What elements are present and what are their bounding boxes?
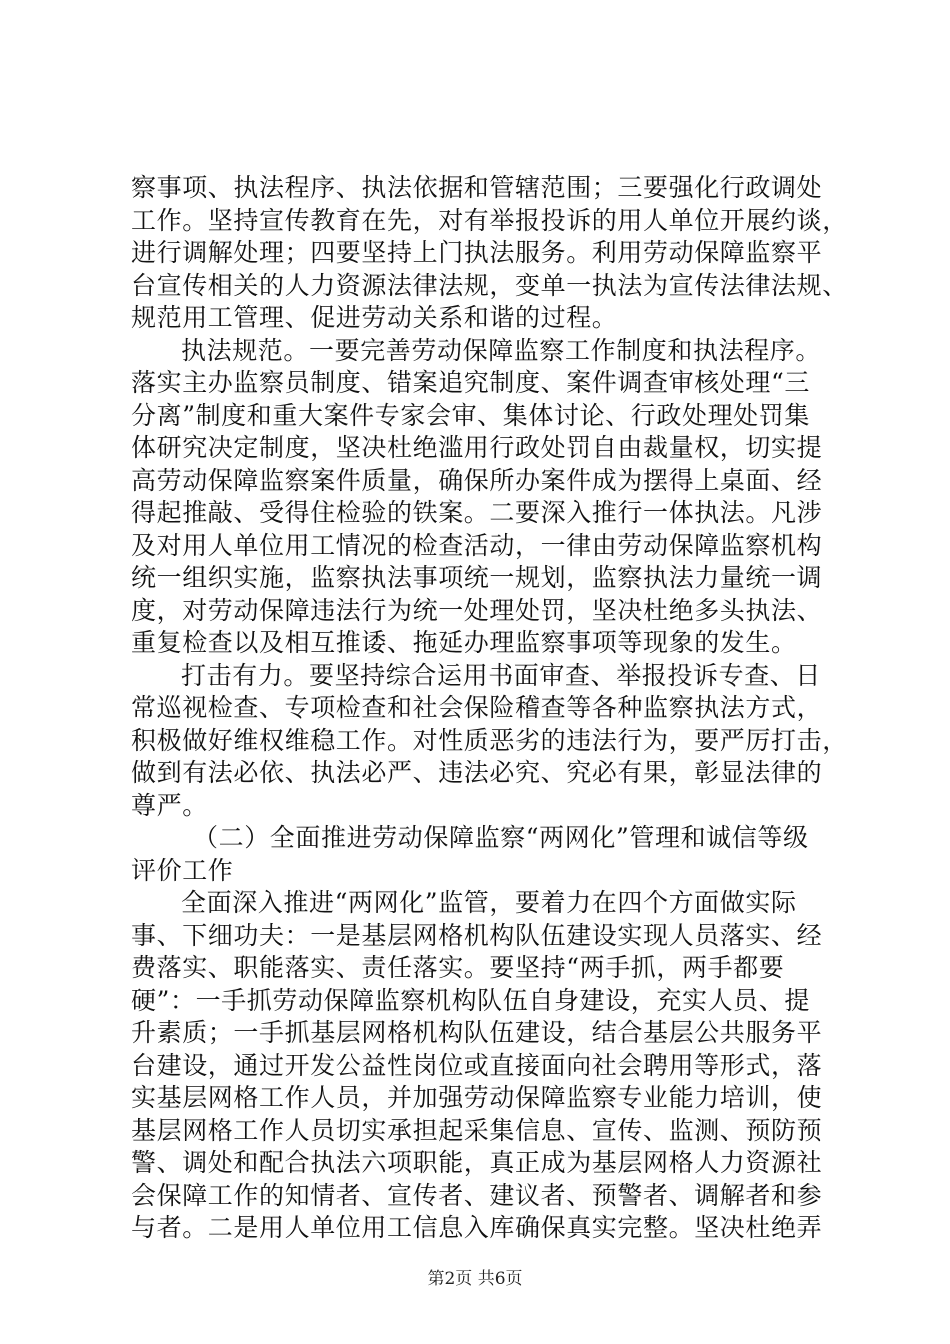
text-line: 警、调处和配合执法六项职能，真正成为基层网格人力资源社 <box>131 1148 823 1177</box>
text-line: 尊严。 <box>131 790 208 820</box>
text-line: 硬”：一手抓劳动保障监察机构队伍自身建设，充实人员、提 <box>131 985 810 1015</box>
text-line: 做到有法必依、执法必严、违法必究、究必有果，彰显法律的 <box>131 758 823 787</box>
text-line: 基层网格工作人员切实承担起采集信息、宣传、监测、预防预 <box>131 1115 823 1145</box>
text-line: 台建设，通过开发公益性岗位或直接面向社会聘用等形式，落 <box>131 1050 823 1080</box>
text-line: 费落实、职能落实、责任落实。要坚持“两手抓，两手都要 <box>131 953 785 982</box>
text-line: 落实主办监察员制度、错案追究制度、案件调查审核处理“三 <box>131 368 810 397</box>
text-line: 积极做好维权维稳工作。对性质恶劣的违法行为，要严厉打击， <box>131 725 848 755</box>
paragraph-start-line: 全面深入推进“两网化”监管，要着力在四个方面做实际 <box>181 888 797 917</box>
text-line: 升素质；一手抓基层网格机构队伍建设，结合基层公共服务平 <box>131 1018 823 1047</box>
paragraph-start-line: 执法规范。一要完善劳动保障监察工作制度和执法程序。 <box>181 335 822 365</box>
section-heading-continuation: 评价工作 <box>131 855 234 885</box>
paragraph-start-line: 打击有力。要坚持综合运用书面审查、举报投诉专查、日 <box>181 660 822 690</box>
text-line: 会保障工作的知情者、宣传者、建议者、预警者、调解者和参 <box>131 1180 823 1210</box>
text-line: 工作。坚持宣传教育在先，对有举报投诉的用人单位开展约谈， <box>131 205 848 235</box>
text-line: 与者。二是用人单位用工信息入库确保真实完整。坚决杜绝弄 <box>131 1213 823 1242</box>
text-line: 分离”制度和重大案件专家会审、集体讨论、行政处理处罚集 <box>131 400 810 430</box>
text-line: 得起推敲、受得住检验的铁案。二要深入推行一体执法。凡涉 <box>131 498 823 527</box>
text-line: 重复检查以及相互推诿、拖延办理监察事项等现象的发生。 <box>131 628 797 657</box>
text-line: 台宣传相关的人力资源法律法规，变单一执法为宣传法律法规、 <box>131 270 848 300</box>
text-line: 体研究决定制度，坚决杜绝滥用行政处罚自由裁量权，切实提 <box>131 433 823 462</box>
text-line: 统一组织实施，监察执法事项统一规划，监察执法力量统一调 <box>131 563 823 592</box>
text-line: 度，对劳动保障违法行为统一处理处罚，坚决杜绝多头执法、 <box>131 595 823 625</box>
text-line: 常巡视检查、专项检查和社会保险稽查等各种监察执法方式， <box>131 693 823 722</box>
text-line: 规范用工管理、促进劳动关系和谐的过程。 <box>131 303 618 332</box>
page-number-footer: 第2页 共6页 <box>427 1269 523 1289</box>
section-heading: （二）全面推进劳动保障监察“两网化”管理和诚信等级 <box>193 823 809 852</box>
text-line: 及对用人单位用工情况的检查活动，一律由劳动保障监察机构 <box>131 530 823 560</box>
text-line: 高劳动保障监察案件质量，确保所办案件成为摆得上桌面、经 <box>131 465 823 495</box>
text-line: 事、下细功夫：一是基层网格机构队伍建设实现人员落实、经 <box>131 920 823 950</box>
text-line: 察事项、执法程序、执法依据和管辖范围；三要强化行政调处 <box>131 173 823 202</box>
text-line: 实基层网格工作人员，并加强劳动保障监察专业能力培训，使 <box>131 1083 823 1112</box>
document-body <box>131 172 848 1245</box>
text-line: 进行调解处理；四要坚持上门执法服务。利用劳动保障监察平 <box>131 238 823 267</box>
